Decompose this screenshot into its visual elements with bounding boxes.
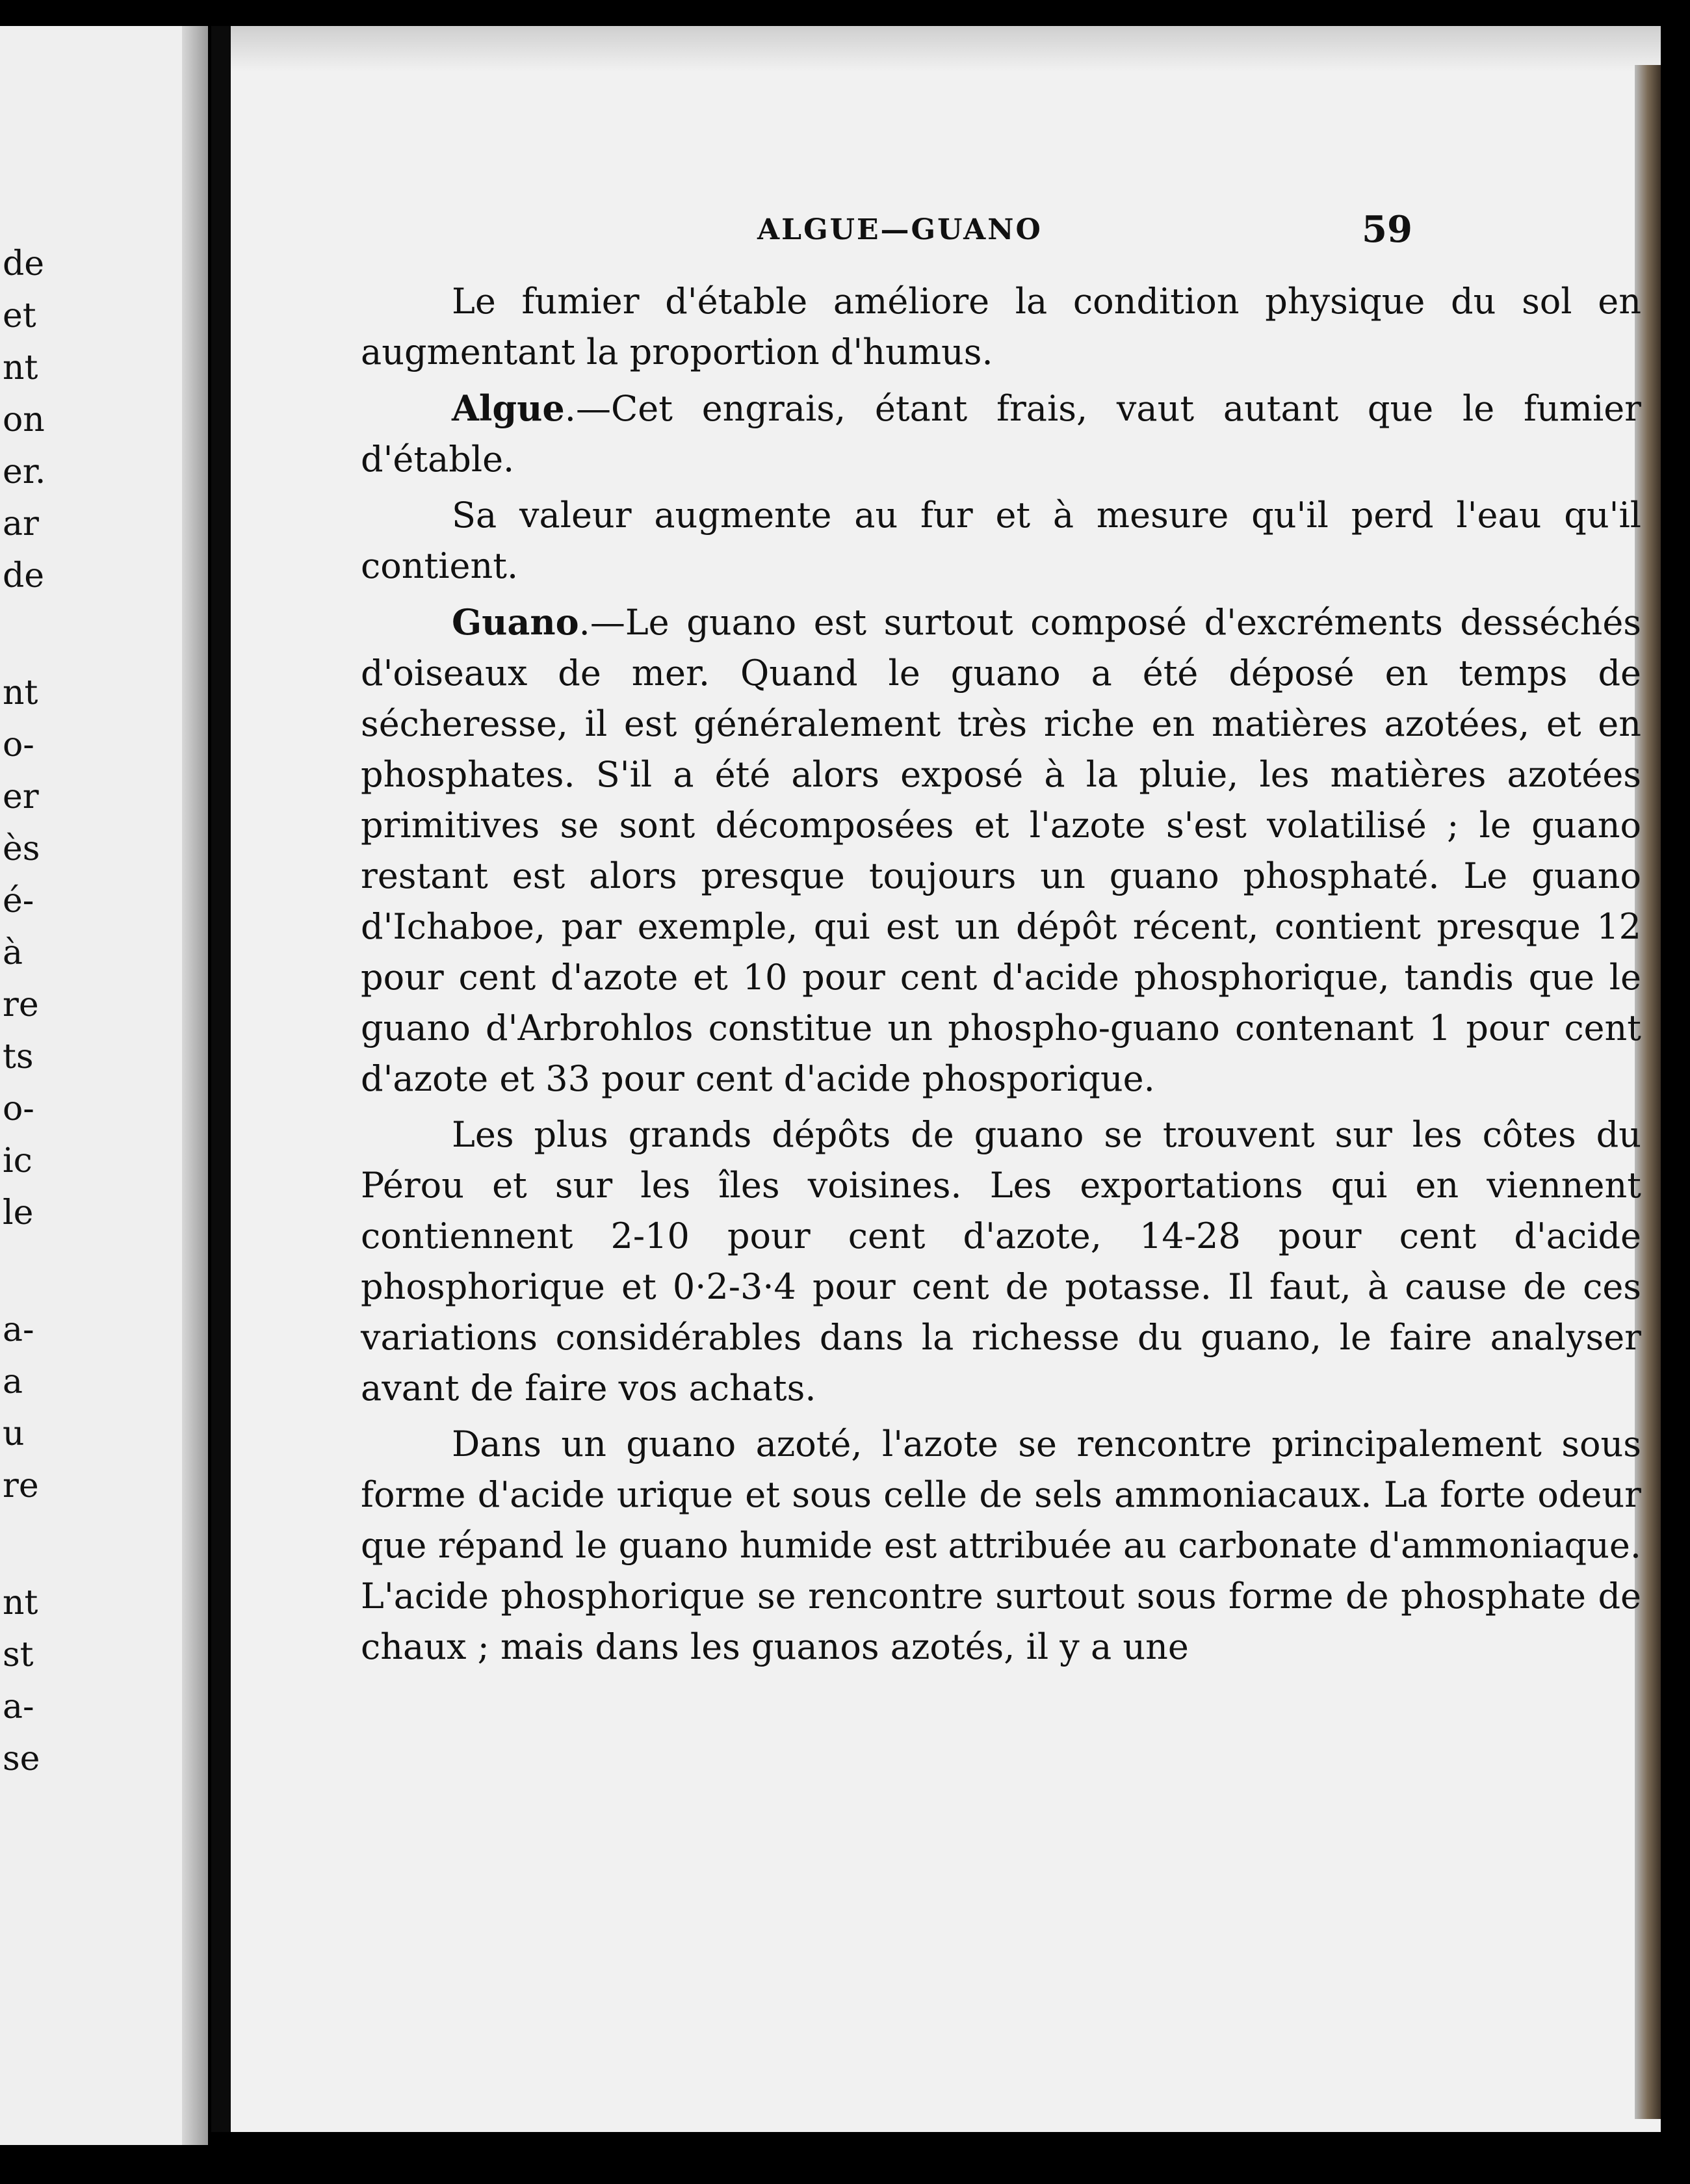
paragraph-text: Dans un guano azoté, l'azote se rencontre principalement sous forme d'acide urique et sous celle de sels ammoniacaux. La forte odeur que répand le guano humide est attribuée au carbonate d'ammoniaque. L'acide phosphorique se rencontre surtout sous forme de phosphate de chaux ; mais dans les guanos azotés, il y a une xyxy=(361,1424,1641,1667)
left-fragment: o- xyxy=(3,725,34,764)
left-fragment: ar xyxy=(3,504,39,543)
book-page xyxy=(231,26,1661,2132)
paragraph-text: .—Le guano est surtout composé d'excréments desséchés d'oiseaux de mer. Quand le guano a été déposé en temps de sécheresse, il est généralement très riche en matières azotées, et en phosphates. S'il a été alors exposé à la pluie, les matières azotées primitives se sont décomposées et l'azote s'est volatilisé ; le guano restant est alors presque toujours un guano phosphaté. Le guano d'Ichaboe, par exemple, qui est un dépôt récent, contient presque 12 pour cent d'azote et 10 pour cent d'acide phosphorique, tandis que le guano d'Arbrohlos constitue un phospho-guano contenant 1 pour cent d'azote et 33 pour cent d'acide phosporique. xyxy=(361,602,1641,1099)
left-fragment: à xyxy=(3,933,23,972)
paragraph-text: .—Cet engrais, étant frais, vaut autant que le fumier d'étable. xyxy=(361,388,1641,480)
left-fragment: nt xyxy=(3,1583,38,1622)
paragraph-text: Les plus grands dépôts de guano se trouvent sur les côtes du Pérou et sur les îles voisines. Les exportations qui en viennent contiennent 2-10 pour cent d'azote, 14-28 pour cent d'acide phosphorique et 0·2-3·4 pour cent de potasse. Il faut, à cause de ces variations considérables dans la richesse du guano, le faire analyser avant de faire vos achats. xyxy=(361,1114,1641,1409)
paragraph-text: Le fumier d'étable améliore la condition physique du sol en augmentant la proportion d'humus. xyxy=(361,281,1641,372)
paragraph xyxy=(361,1419,1641,1672)
paragraph xyxy=(361,490,1641,592)
left-fragment: re xyxy=(3,1466,39,1505)
paragraph xyxy=(361,276,1641,378)
paragraph xyxy=(361,1110,1641,1414)
left-fragment: o- xyxy=(3,1089,34,1128)
paragraph-text: Sa valeur augmente au fur et à mesure qu'il perd l'eau qu'il contient. xyxy=(361,495,1641,586)
left-fragment: nt xyxy=(3,673,38,712)
left-fragment: re xyxy=(3,985,39,1024)
left-fragment: ts xyxy=(3,1037,34,1076)
left-page-text-fragments xyxy=(0,26,65,2145)
left-fragment: ès xyxy=(3,829,40,868)
left-fragment: de xyxy=(3,244,45,283)
left-fragment: on xyxy=(3,400,45,439)
left-fragment: é- xyxy=(3,881,34,920)
left-fragment: a- xyxy=(3,1310,34,1349)
body-text xyxy=(361,276,1641,1678)
left-fragment: le xyxy=(3,1193,34,1232)
running-head: ALGUE—GUANO xyxy=(757,213,1043,246)
book-spine-gutter xyxy=(211,26,231,2132)
left-fragment: de xyxy=(3,556,45,595)
paragraph xyxy=(361,383,1641,485)
left-fragment: et xyxy=(3,296,36,335)
left-fragment: a- xyxy=(3,1687,34,1726)
left-fragment: ic xyxy=(3,1141,32,1180)
section-heading: Guano xyxy=(452,601,579,643)
left-fragment: se xyxy=(3,1739,40,1778)
page-number: 59 xyxy=(1362,208,1412,251)
page-header xyxy=(231,208,1661,260)
left-fragment: u xyxy=(3,1414,25,1453)
gutter-shadow xyxy=(182,26,208,2145)
paragraph xyxy=(361,597,1641,1104)
left-fragment: a xyxy=(3,1362,23,1401)
left-fragment: nt xyxy=(3,348,38,387)
left-page-edge xyxy=(0,26,208,2145)
section-heading: Algue xyxy=(452,387,565,429)
left-fragment: er. xyxy=(3,452,46,491)
page-top-shade xyxy=(231,26,1661,72)
left-fragment: er xyxy=(3,777,39,816)
left-fragment: st xyxy=(3,1635,34,1674)
